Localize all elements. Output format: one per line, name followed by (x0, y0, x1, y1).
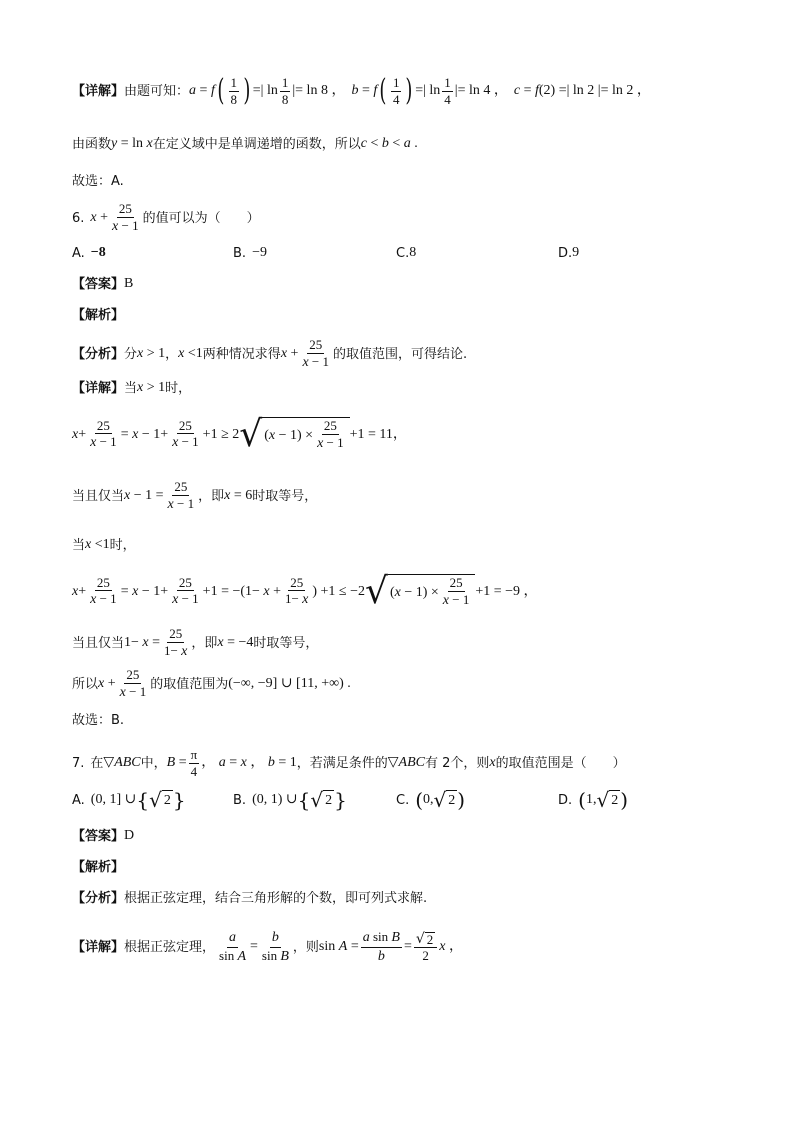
q6-stem: 6. x + $\frac{25}{x - 1}$ 的值可以为（ ） (72, 201, 260, 234)
q7-option-c[interactable]: C. ( 0, √ 2 ) (396, 788, 466, 812)
q6-case1-formula: x+ $\frac{25}{x - 1}$ = x − 1+ $\frac{25}{x - 1}$ +1 ≥ 2 √ (x − 1) × $\frac{25}{x - 1}$ +1 = 11， (72, 414, 407, 455)
q7-detail: 【详解】 根据正弦定理， $\frac{a}{\text{sin A}}$ = $\frac{b}{\text{sin B}}$ ，则 sin A = $\frac{\text{a sin B}}{b}$ = √ 2 2 x ， (72, 929, 464, 964)
detail-label: 【详解】 (72, 83, 125, 99)
q7-stem: 7. 在 ▽ABC 中， B = $\frac{\pi}{4}$ ， a = x ， b = 1 ，若满足条件的 ▽ABC 有 2个，则 x 的取值范围是（ ） (72, 747, 626, 779)
q5-monotone-line: 由函数 y = ln x 在定义域中是单调递增的函数，所以 c < b < a . (72, 136, 418, 152)
q5-formula-a: a = f (189, 83, 215, 99)
q6-option-d[interactable]: D. 9 (558, 245, 580, 261)
q7-fenxi: 【分析】 根据正弦定理，结合三角形解的个数，即可列式求解. (72, 891, 428, 906)
q5-choose: 故选：A. (72, 174, 124, 189)
q6-choose: 故选：B. (72, 713, 125, 728)
q6-option-a[interactable]: A. −8 (72, 245, 106, 261)
q5-formula-b: b = f (351, 83, 378, 99)
q5-formula-c: c = f(2) =| ln 2 |= ln 2 ， (513, 83, 651, 99)
q6-analysis-label: 【解析】 (72, 308, 125, 323)
q6-fenxi: 【分析】 分 x > 1 ， x <1 两种情况求得 x + $\frac{25}{x - 1}$ 的取值范围，可得结论. (72, 337, 468, 370)
q6-eq2: 当且仅当 1− x = $\frac{25}{1- x}$ ，即 x = −4 时取等号， (72, 626, 319, 659)
q7-analysis-label: 【解析】 (72, 860, 125, 875)
q6-eq1: 当且仅当 x − 1 = $\frac{25}{x - 1}$ ，即 x = 6 时取等号， (72, 479, 318, 512)
q6-option-b[interactable]: B. −9 (233, 245, 267, 261)
q5-detail-line: 【详解】 由题可知： a = f ( $\frac{1}{8}$ ) =| ln $\frac{1}{8}$ |= ln 8 ， b = f ( $\frac{1}{4}$ ) =| ln $\frac{1}{4}$ |= ln 4 ， c = f(2) =| ln 2 |= ln 2 ， (72, 73, 651, 109)
q6-case2: 当 x <1 时， (72, 537, 136, 553)
q6-case2-formula: x+ $\frac{25}{x - 1}$ = x − 1+ $\frac{25}{x - 1}$ +1 = −(1− x + $\frac{25}{1- x}$ ) +1 ≤ −2 √ (x − 1) × $\frac{25}{x - 1}$ +1 = −9 ， (72, 571, 538, 612)
q7-answer: 【答案】 D (72, 828, 135, 844)
q7-option-d[interactable]: D. ( 1, √ 2 ) (558, 788, 629, 812)
q6-option-c[interactable]: C. 8 (396, 245, 417, 261)
q6-case1: 【详解】 当 x > 1 时， (72, 380, 192, 396)
q5-intro: 由题可知： (124, 83, 190, 99)
q6-answer: 【答案】 B (72, 276, 134, 292)
q7-option-b[interactable]: B. (0, 1) ∪ { √ 2 } (233, 788, 347, 812)
q7-option-a[interactable]: A. (0, 1] ∪ { √ 2 } (72, 788, 186, 812)
q6-range: 所以 x + $\frac{25}{x - 1}$ 的取值范围为 (−∞, −9] ∪ [11, +∞) . (72, 667, 351, 700)
